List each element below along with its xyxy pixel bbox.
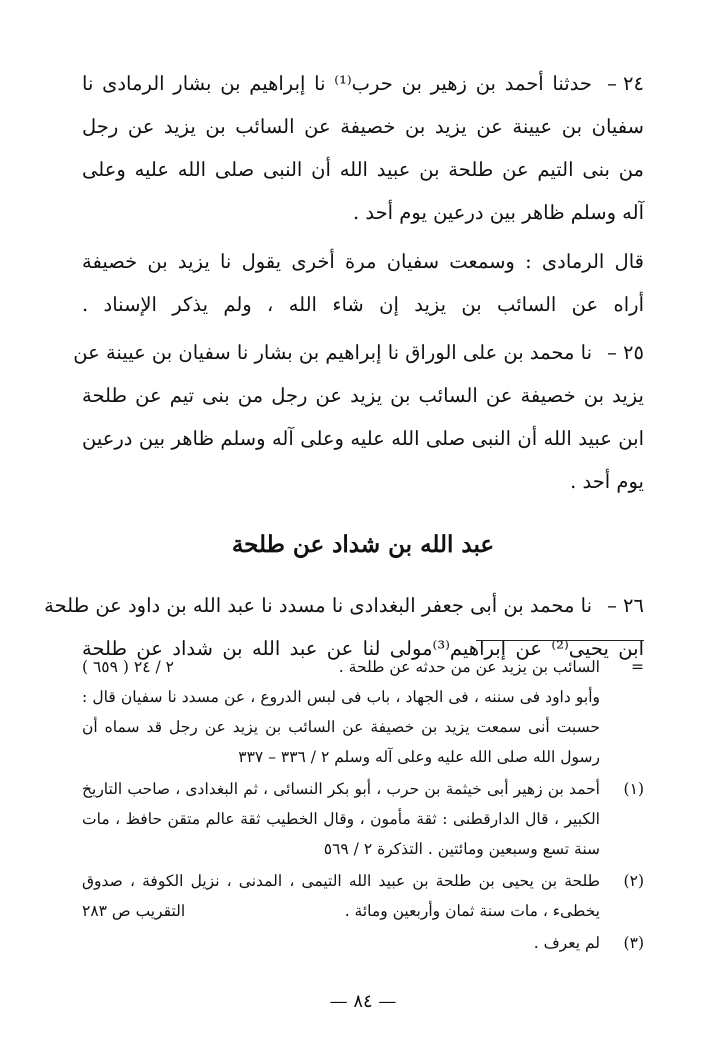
footnote-text: طلحة بن يحيى بن طلحة بن عبيد الله التيمى ، المدنى ، نزيل الكوفة ، صدوق <box>82 872 600 890</box>
text-line: قال الرمادى : وسمعت سفيان مرة أخرى يقول نا يزيد بن خصيفة <box>82 250 644 273</box>
section-heading: عبد الله بن شداد عن طلحة <box>231 531 495 558</box>
footnote-text: الكبير ، قال الدارقطنى : ثقة مأمون ، وقال الخطيب ثقة عالم متقن حافظ ، مات <box>82 810 600 828</box>
footnote-marker: (٢) <box>623 872 644 890</box>
book-page <box>44 58 644 1048</box>
text-line: آله وسلم ظاهر بين درعين يوم أحد . <box>353 201 644 224</box>
text-line: نا محمد بن أبى جعفر البغدادى نا مسدد نا عبد الله بن داود عن طلحة <box>44 594 592 617</box>
footnote-text: لم يعرف . <box>533 934 600 952</box>
text-line: حدثنا أحمد بن زهير بن حرب⁽¹⁾ نا إبراهيم بن بشار الرمادى نا <box>82 72 592 95</box>
text-line: يوم أحد . <box>570 470 644 493</box>
text-line: نا محمد بن على الوراق نا إبراهيم بن بشار نا سفيان بن عيينة عن <box>73 341 592 364</box>
text-line: يزيد بن خصيفة عن السائب بن يزيد عن رجل من بنى تيم عن طلحة <box>82 384 644 407</box>
footnote-text: حسبت أنى سمعت يزيد بن خصيفة عن السائب بن يزيد عن رجل قد سماه أن <box>82 718 600 736</box>
hadith-number: ٢٤ – <box>607 72 644 95</box>
hadith-number: ٢٥ – <box>607 341 644 364</box>
footnote-text: وأبو داود فى سننه ، فى الجهاد ، باب فى لبس الدروع ، عن مسدد نا سفيان قال : <box>82 688 600 706</box>
page-number: — ٨٤ — <box>329 991 397 1012</box>
footnote-text: رسول الله صلى الله عليه وعلى آله وسلم ٢ / ٣٣٦ – ٣٣٧ <box>238 748 600 766</box>
text-line: ابن يحيى⁽²⁾ عن إبراهيم⁽³⁾مولى لنا عن عبد الله بن شداد عن طلحة <box>82 637 644 660</box>
footnote-text: يخطىء ، مات سنة ثمان وأربعين ومائة . <box>344 902 600 920</box>
footnote-reference: التقريب ص ٢٨٣ <box>82 902 186 920</box>
text-line: من بنى التيم عن طلحة بن عبيد الله أن النبى صلى الله عليه وعلى <box>82 158 644 181</box>
footnote-reference: ٢ / ٢٤ ( ٦٥٩ ) <box>82 658 174 676</box>
footnote-continuation-marker: = <box>631 658 644 676</box>
text-line: أراه عن السائب بن يزيد إن شاء الله ، ولم يذكر الإسناد . <box>82 293 644 316</box>
footnote-text: أحمد بن زهير أبى خيثمة بن حرب ، أبو بكر النسائى ، ثم البغدادى ، صاحب التاريخ <box>82 780 600 798</box>
footnote-text: سنة تسع وسبعين ومائتين . التذكرة ٢ / ٥٦٩ <box>323 840 600 858</box>
hadith-number: ٢٦ – <box>607 594 644 617</box>
text-line: سفيان بن عيينة عن يزيد بن خصيفة عن السائب بن يزيد عن رجل <box>82 115 644 138</box>
footnote-marker: (٣) <box>623 934 644 952</box>
text-line: ابن عبيد الله أن النبى صلى الله عليه وعلى آله وسلم ظاهر بين درعين <box>82 427 644 450</box>
footnote-text: السائب بن يزيد عن من حدثه عن طلحة . <box>338 658 600 676</box>
footnote-marker: (١) <box>623 780 644 798</box>
